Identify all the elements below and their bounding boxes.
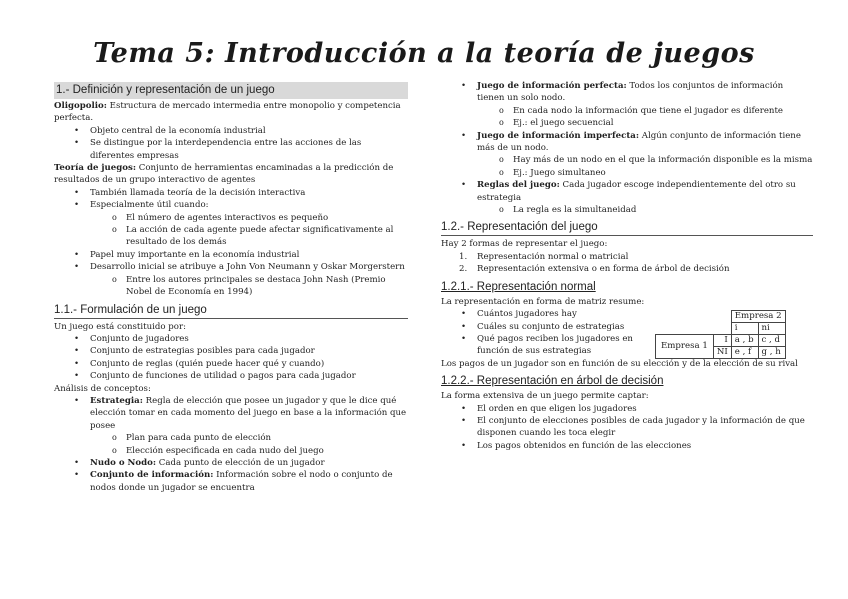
numbered-item xyxy=(441,263,813,275)
list-item xyxy=(441,179,813,204)
normal-form-block xyxy=(441,308,813,358)
list-item xyxy=(54,395,408,432)
player2-label: Empresa 2 xyxy=(731,311,785,323)
teoria-definition: Conjunto de herramientas encaminadas a la predicción de resultados de un grupo interactivo de agentes xyxy=(54,163,394,186)
list-item: • Los pagos obtenidos en función de las elecciones xyxy=(441,440,813,452)
strategy-header: I xyxy=(713,335,731,347)
formas-intro: Hay 2 formas de representar el juego: xyxy=(441,239,608,250)
section-heading-1: 1.- Definición y representación de un juego xyxy=(54,82,408,99)
list-item xyxy=(54,457,408,469)
section-heading-1-2: 1.2.- Representación del juego xyxy=(441,220,813,236)
nudo-term: Nudo o Nodo: xyxy=(90,457,157,468)
sub-list-item: o Ej.: el juego secuencial xyxy=(441,117,813,129)
payoff-cell: g , h xyxy=(758,347,785,359)
list-item: • Conjunto de reglas (quién puede hacer qué y cuando) xyxy=(54,358,408,370)
juego-list xyxy=(54,333,408,383)
conjunto-term: Conjunto de información: xyxy=(90,470,214,481)
right-column xyxy=(441,80,813,452)
list-item: • Especialmente útil cuando: xyxy=(54,199,408,211)
page-title: Tema 5: Introducción a la teoría de juegos xyxy=(93,38,755,69)
informacion-list xyxy=(441,80,813,216)
oligopolio-term: Oligopolio: xyxy=(54,101,107,111)
sub-list-item: o La regla es la simultaneidad xyxy=(441,204,813,216)
imperfecta-definition: Algún conjunto de información tiene más de un nodo. xyxy=(477,130,801,154)
list-item xyxy=(54,469,408,494)
juego-intro: Un juego está constituido por: xyxy=(54,321,186,332)
oligopolio-definition: Estructura de mercado intermedia entre monopolio y competencia perfecta. xyxy=(54,101,401,124)
list-item: • Papel muy importante en la economía industrial xyxy=(54,249,408,261)
conjunto-definition: Información sobre el nodo o conjunto de nodos donde un jugador se encuentra xyxy=(90,470,393,493)
numbered-item xyxy=(441,251,813,263)
list-item: • Cuáles su conjunto de estrategias xyxy=(441,321,641,333)
payoff-matrix xyxy=(655,310,786,359)
item-number: 1. xyxy=(459,251,468,262)
section-heading-1-2-1: 1.2.1.- Representación normal xyxy=(441,280,596,293)
sub-list-item: o Plan para cada punto de elección xyxy=(54,432,408,444)
item-text: Representación extensiva o en forma de árbol de decisión xyxy=(477,264,730,275)
teoria-list xyxy=(54,187,408,299)
reglas-definition: Cada jugador escoge independientemente del otro su estrategia xyxy=(477,180,796,203)
matrix-blank xyxy=(656,323,714,335)
payoff-cell: c , d xyxy=(758,335,785,347)
list-item: • También llamada teoría de la decisión interactiva xyxy=(54,187,408,199)
reglas-term: Reglas del juego: xyxy=(477,180,560,191)
strategy-header: i xyxy=(731,323,758,335)
extensiva-list xyxy=(441,403,813,453)
list-item: • Objeto central de la economía industrial xyxy=(54,125,408,137)
estrategia-term: Estrategia: xyxy=(90,395,143,406)
list-item xyxy=(441,130,813,155)
list-item: • El orden en que eligen los jugadores xyxy=(441,403,813,415)
list-item: • Cuántos jugadores hay xyxy=(441,308,641,320)
sub-list-item: o Hay más de un nodo en el que la información disponible es la misma xyxy=(441,154,813,166)
extensiva-intro: La forma extensiva de un juego permite captar: xyxy=(441,391,649,402)
matrix-blank xyxy=(713,311,731,323)
sub-list-item: o Ej.: Juego simultaneo xyxy=(441,167,813,179)
list-item: • Qué pagos reciben los jugadores en función de sus estrategias xyxy=(441,333,641,358)
sub-list-item: o El número de agentes interactivos es pequeño xyxy=(54,212,408,224)
perfecta-definition: Todos los conjuntos de información tienen un solo nodo. xyxy=(477,81,784,104)
list-item: • Conjunto de jugadores xyxy=(54,333,408,345)
normal-intro: La representación en forma de matriz resume: xyxy=(441,296,645,307)
payoff-cell: e , f xyxy=(731,347,758,359)
sub-list-item: o Elección especificada en cada nudo del juego xyxy=(54,445,408,457)
payoff-cell: a , b xyxy=(731,335,758,347)
sub-list-item: o La acción de cada agente puede afectar significativamente al resultado de los demás xyxy=(54,224,408,249)
oligopolio-paragraph xyxy=(54,100,408,125)
list-item xyxy=(441,80,813,105)
item-number: 2. xyxy=(459,264,468,275)
nudo-definition: Cada punto de elección de un jugador xyxy=(156,457,325,468)
section-heading-1-1: 1.1.- Formulación de un juego xyxy=(54,303,408,319)
section-heading-1-2-2: 1.2.2.- Representación en árbol de decisión xyxy=(441,375,664,388)
oligopolio-list xyxy=(54,125,408,162)
list-item: • Se distingue por la interdependencia entre las acciones de las diferentes empresas xyxy=(54,137,408,162)
item-text: Representación normal o matricial xyxy=(477,251,629,262)
list-item: • El conjunto de elecciones posibles de cada jugador y la información de que disponen cuando les toca elegir xyxy=(441,415,813,440)
list-item: • Desarrollo inicial se atribuye a John Von Neumann y Oskar Morgerstern xyxy=(54,261,408,273)
teoria-term: Teoría de juegos: xyxy=(54,163,137,174)
list-item: • Conjunto de estrategias posibles para cada jugador xyxy=(54,345,408,357)
imperfecta-term: Juego de información imperfecta: xyxy=(477,130,640,141)
left-column xyxy=(54,80,408,494)
sub-list-item: o Entre los autores principales se destaca John Nash (Premio Nobel de Economía en 1994) xyxy=(54,274,408,299)
player1-label: Empresa 1 xyxy=(656,335,714,359)
estrategia-definition: Regla de elección que posee un jugador y que le dice qué elección tomar en cada momento del juego en base a la información que posee xyxy=(90,395,407,431)
strategy-header: NI xyxy=(713,347,731,359)
sub-list-item: o En cada nodo la información que tiene el jugador es diferente xyxy=(441,105,813,117)
conceptos-list xyxy=(54,395,408,494)
strategy-header: ni xyxy=(758,323,785,335)
matrix-blank xyxy=(656,311,714,323)
analisis-intro: Análisis de conceptos: xyxy=(54,383,151,394)
list-item: • Conjunto de funciones de utilidad o pagos para cada jugador xyxy=(54,370,408,382)
perfecta-term: Juego de información perfecta: xyxy=(477,81,627,91)
formas-list xyxy=(441,251,813,276)
matrix-blank xyxy=(713,323,731,335)
pagos-text: Los pagos de un jugador son en función de su elección y de la elección de su rival xyxy=(441,358,798,369)
teoria-paragraph xyxy=(54,162,408,187)
normal-list xyxy=(441,308,641,358)
